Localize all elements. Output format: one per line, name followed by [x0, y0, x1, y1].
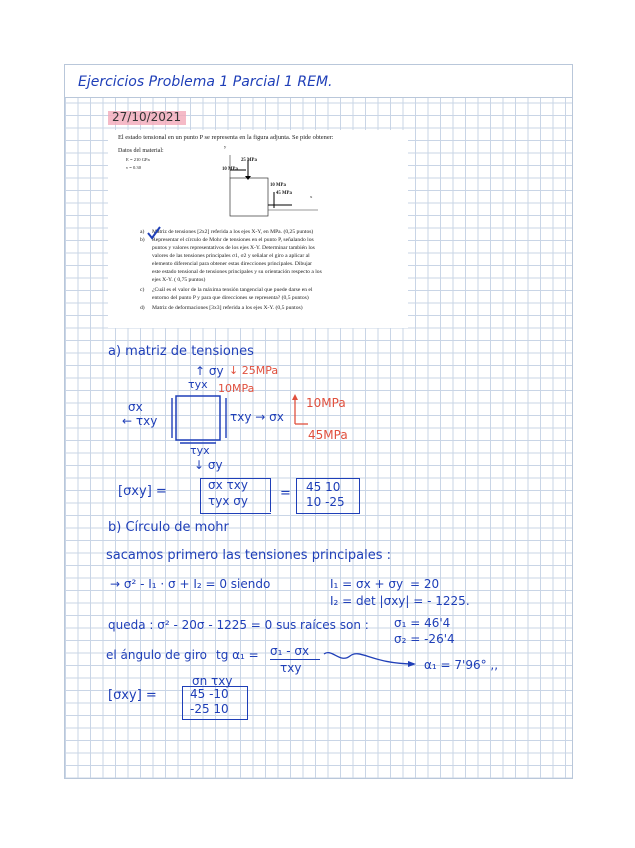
tau-yx-top: τyx: [188, 378, 208, 391]
heading-a: a) matriz de tensiones: [108, 344, 254, 359]
sigma-y-top: ↑ σy: [195, 364, 224, 378]
invariant-i1: I₁ = σx + σy: [330, 577, 404, 591]
item-a-label: a): [140, 229, 145, 235]
item-a-text: Matriz de tensiones [2x2] referida a los ejes X-Y, en MPa. (0,25 puntos): [152, 229, 314, 235]
queda-equation: queda : σ² - 20σ - 1225 = 0 sus raíces son :: [108, 618, 369, 632]
tau-xy-right: τxy → σx: [230, 410, 284, 424]
column-headers: σn τxy: [192, 674, 233, 688]
fig-25-label: 25 MPa: [241, 158, 257, 163]
sigma-y-bottom: ↓ σy: [194, 458, 223, 472]
ten-mpa-top: 10MPa: [218, 382, 255, 395]
item-c-label: c): [140, 287, 145, 293]
sigma-y-value: ↓ 25MPa: [229, 364, 279, 377]
sketch-square: [176, 396, 220, 440]
fig-y-label: y: [224, 144, 227, 149]
item-b-label: b): [140, 237, 145, 243]
tau-yx-bottom: τyx: [190, 444, 210, 457]
item-b-line-4: elemento diferencial para obtener estas direcciones principales. Dibujar: [152, 261, 312, 267]
material-e: E = 210 GPa: [126, 157, 150, 162]
item-c-line-1: ¿Cuál es el valor de la máxima tensión tangencial que puede darse en el: [152, 287, 313, 293]
item-c-line-2: entorno del punto P y para que direcciones se representa? (0,5 puntos): [152, 295, 309, 301]
fig-x-label: x: [310, 194, 313, 199]
material-nu: ν = 0.30: [126, 165, 142, 170]
matrix-2-row-2: -25 10: [190, 702, 229, 716]
sigma-2-value: σ₂ = -26'4: [394, 632, 455, 646]
item-b-line-2: puntos y valores representativos de los ejes X-Y. Determinar también los: [152, 245, 315, 251]
sigma-x-left: σx: [128, 400, 143, 414]
item-b-line-5: este estado tensional de tensiones principales y su orientación respecto a los: [152, 269, 322, 275]
principal-intro: sacamos primero las tensiones principales :: [106, 548, 392, 563]
checkmark-icon: [146, 225, 162, 241]
characteristic-equation: → σ² - I₁ · σ + I₂ = 0 siendo: [110, 577, 271, 591]
item-d-label: d): [140, 305, 145, 311]
problem-intro: El estado tensional en un punto P se representa en la figura adjunta. Se pide obtener:: [118, 134, 334, 141]
page-title: Ejercicios Problema 1 Parcial 1 REM.: [78, 74, 333, 90]
numeric-row-1: 45 10: [306, 480, 341, 494]
invariant-i2: I₂ = det |σxy| = - 1225.: [330, 594, 470, 608]
item-b-line-3: valores de las tensiones principales σ1, σ2 y señalar el giro a aplicar al: [152, 253, 310, 259]
alpha-result: α₁ = 7'96° ,,: [424, 658, 499, 672]
numeric-row-2: 10 -25: [306, 495, 345, 509]
matrix-2-row-1: 45 -10: [190, 687, 229, 701]
matrix-lhs: [σxy] =: [118, 484, 167, 499]
item-b-line-1: Representar el círculo de Mohr de tensiones en el punto P, señalando los: [152, 237, 314, 243]
fraction-numerator: σ₁ - σx: [270, 644, 310, 658]
date-label: 27/10/2021: [112, 110, 182, 124]
equals-sign: =: [280, 486, 291, 501]
angle-label: el ángulo de giro: [106, 648, 207, 662]
fraction-denominator: τxy: [280, 661, 302, 675]
fig-45-label: 45 MPa: [276, 191, 292, 196]
red-force-arrows: [290, 392, 310, 442]
ten-mpa-right: 10MPa: [306, 396, 346, 410]
material-heading: Datos del material:: [118, 148, 164, 154]
tan-alpha: tg α₁ =: [216, 648, 259, 662]
item-b-line-6: ejes X-Y. ( 0,75 puntos): [152, 277, 206, 283]
fraction-bar: [270, 659, 320, 660]
fig-10b-label: 10 MPa: [270, 183, 286, 188]
fig-10a-label: 10 MPa: [222, 167, 238, 172]
tau-xy-left: ← τxy: [122, 414, 158, 428]
element-square: [230, 178, 268, 216]
item-d-text: Matriz de deformaciones [3x3] referida a los ejes X-Y. (0,5 puntos): [152, 305, 303, 311]
heading-b: b) Círculo de mohr: [108, 520, 229, 535]
stress-element-figure: [208, 150, 328, 235]
squiggle-arrow: [322, 646, 422, 672]
symbolic-row-2: τyx σy: [208, 494, 248, 508]
forty-five-mpa: 45MPa: [308, 428, 348, 442]
sigma-1-value: σ₁ = 46'4: [394, 616, 451, 630]
invariant-i1-value: = 20: [410, 577, 440, 591]
matrix-2-lhs: [σxy] =: [108, 688, 157, 703]
symbolic-row-1: σx τxy: [208, 478, 248, 492]
